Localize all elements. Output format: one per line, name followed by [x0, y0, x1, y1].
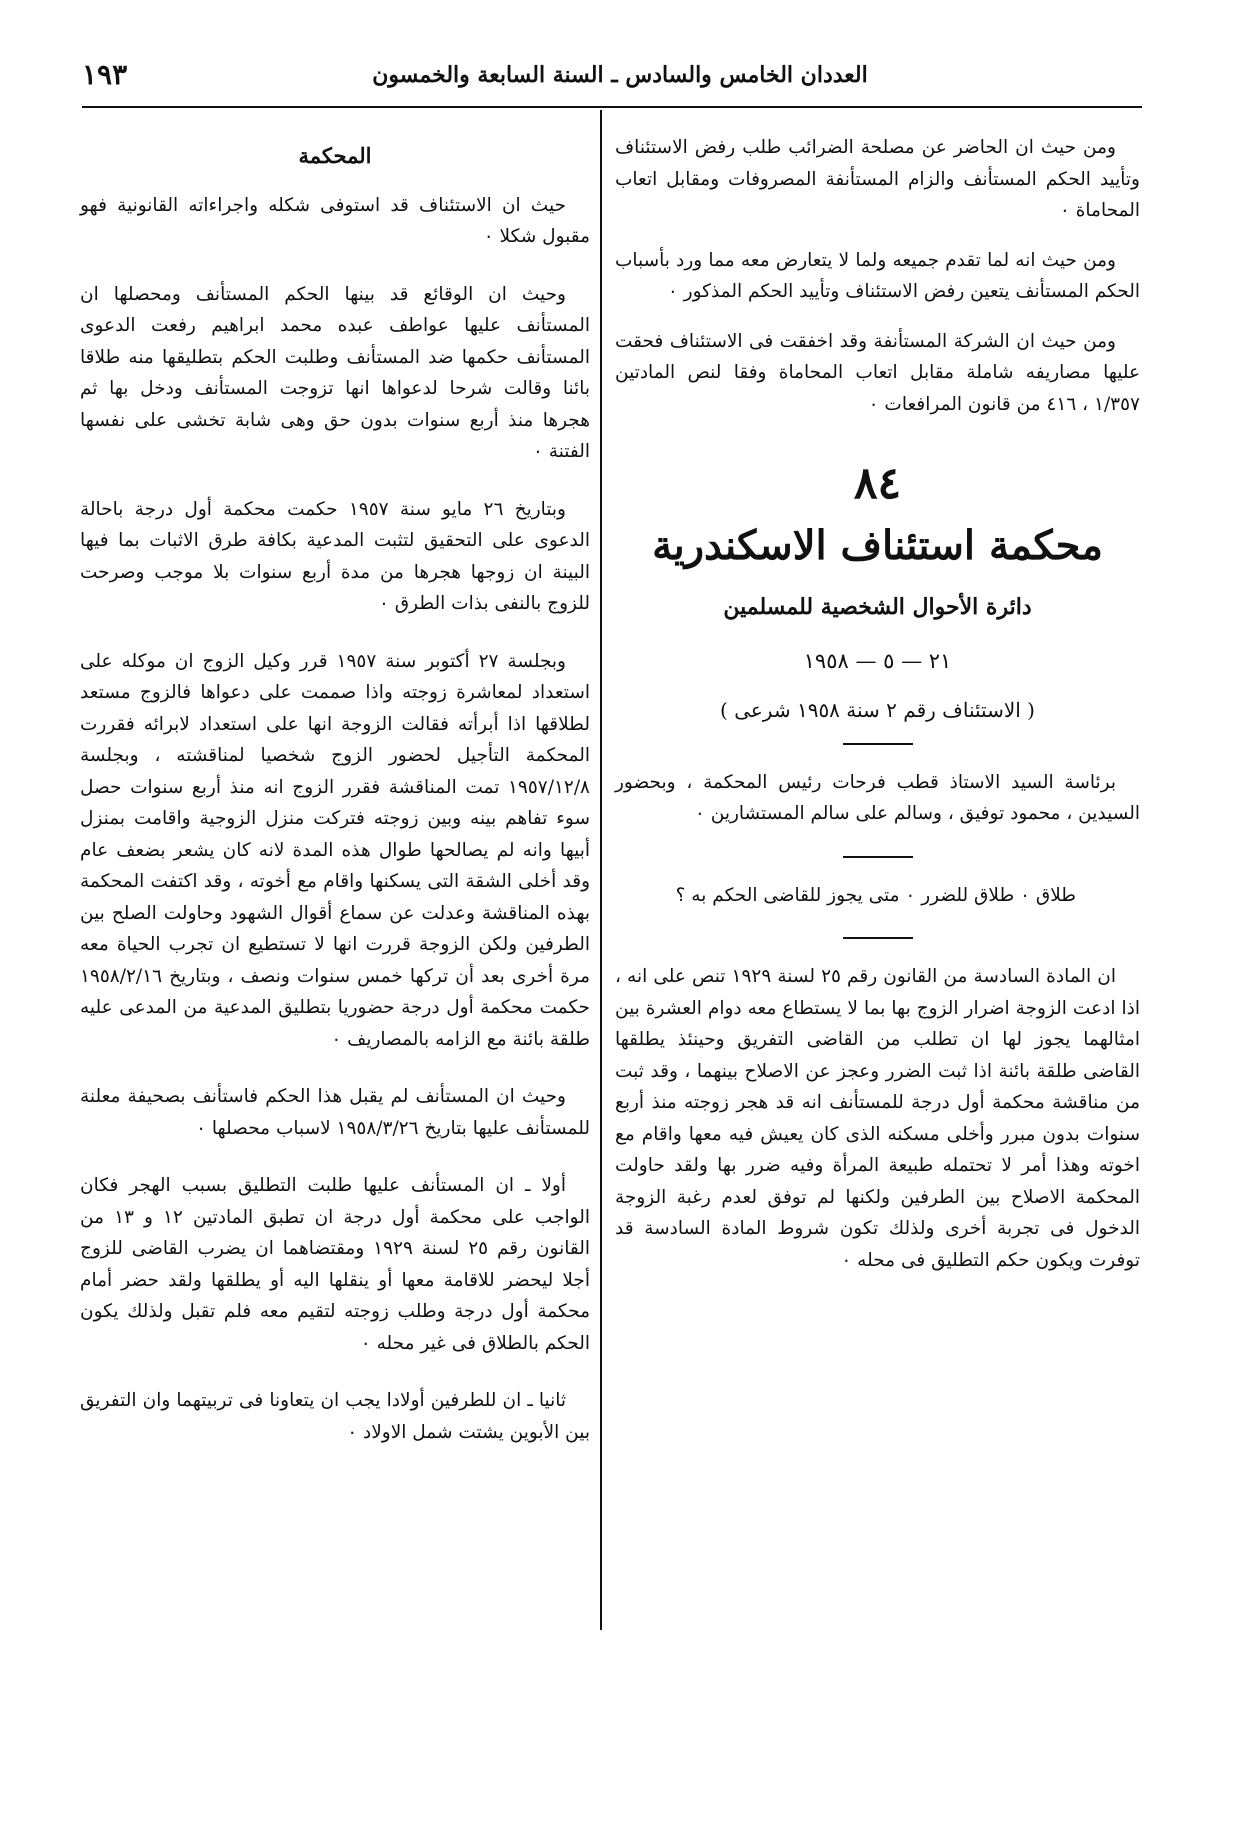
paragraph: ومن حيث ان الشركة المستأنفة وقد اخفقت فى الاستئناف فحقت عليها مصاريفه شاملة مقابل اتعاب المحاماة وفقا لنص المادتين ١/٣٥٧ ، ٤١٦ من قانون المرافعات ٠ — [615, 330, 1140, 415]
headnote: طلاق ٠ طلاق للضرر ٠ متى يجوز للقاضى الحكم به ؟ — [675, 884, 1076, 906]
column-divider — [600, 110, 602, 1630]
case-number: ٨٤ — [853, 458, 902, 509]
paragraph: وحيث ان الوقائع قد بينها الحكم المستأنف ومحصلها ان المستأنف عليها عواطف عبده محمد ابراهيم رفعت الدعوى المستأنف حكمها ضد المستأنف وطلبت الحكم بتطليقها منه طلاقا بائنا وقالت شرحا لدعواها انها تزوجت المستأنف ودخل بها ثم هجرها منذ أربع سنوات بدون حق وهى شابة تخشى على نفسها الفتنة ٠ — [80, 283, 590, 462]
court-name: محكمة استئناف الاسكندرية — [652, 522, 1103, 570]
section-rule — [843, 856, 913, 858]
left-column — [80, 140, 590, 1474]
page-number: ١٩٣ — [82, 58, 128, 91]
paragraph: ومن حيث انه لما تقدم جميعه ولما لا يتعارض معه مما ورد بأسباب الحكم المستأنف يتعين رفض الاستئناف وتأييد الحكم المذكور ٠ — [615, 249, 1140, 302]
paragraph: وحيث ان المستأنف لم يقبل هذا الحكم فاستأنف بصحيفة معلنة للمستأنف عليها بتاريخ ١٩٥٨/٣/٢٦ لاسباب محصلها ٠ — [80, 1086, 590, 1139]
paragraph: حيث ان الاستئناف قد استوفى شكله واجراءاته القانونية فهو مقبول شكلا ٠ — [80, 194, 590, 247]
section-title: المحكمة — [298, 143, 372, 168]
panel-composition: برئاسة السيد الاستاذ قطب فرحات رئيس المحكمة ، وبحضور السيدين ، محمود توفيق ، وسالم على سالم المستشارين ٠ — [615, 771, 1140, 825]
court-circuit: دائرة الأحوال الشخصية للمسلمين — [723, 594, 1032, 621]
running-head: العددان الخامس والسادس ـ السنة السابعة والخمسون — [372, 62, 868, 88]
case-date: ٢١ — ٥ — ١٩٥٨ — [803, 648, 952, 673]
section-rule — [843, 743, 913, 745]
right-column — [615, 132, 1140, 1302]
paragraph: أولا ـ ان المستأنف عليها طلبت التطليق بسبب الهجر فكان الواجب على محكمة أول درجة ان تطبق المادتين ١٢ و ١٣ من القانون رقم ٢٥ لسنة ١٩٢٩ ومقتضاهما ان يضرب القاضى للزوج أجلا ليحضر للاقامة معها أو ينقلها اليه أو يطلقها ولقد حضر أمام محكمة أول درجة وطلب زوجته لتقيم معه فلم تقبل ولذلك يكون الحكم بالطلاق فى غير محله ٠ — [80, 1175, 590, 1354]
section-rule — [843, 937, 913, 939]
paragraph: ومن حيث ان الحاضر عن مصلحة الضرائب طلب رفض الاستئناف وتأييد الحكم المستأنف والزام المستأنفة المصروفات ومقابل اتعاب المحاماة ٠ — [615, 137, 1140, 221]
paragraph: ثانيا ـ ان للطرفين أولادا يجب ان يتعاونا فى تربيتهما وان التفريق بين الأبوين يشتت شمل الاولاد ٠ — [80, 1390, 590, 1443]
header-rule — [82, 106, 1142, 108]
paragraph: وبجلسة ٢٧ أكتوبر سنة ١٩٥٧ قرر وكيل الزوج ان موكله على استعداد لمعاشرة زوجته واذا صممت على دعواها فالزوج مستعد لطلاقها اذا أبرأته فقالت الزوجة انها على استعداد لابرائه فقررت المحكمة التأجيل لحضور الزوج شخصيا لمناقشته ، وبجلسة ١٩٥٧/١٢/٨ تمت المناقشة فقرر الزوج انه منذ أربع سنوات حصل سوء تفاهم بينه وبين زوجته فتركت منزل الزوجية واقامت بمنزل أبيها وانه لم يصالحها طوال هذه المدة لانه كان يشعر بضعف عام وقد أخلى الشقة التى يسكنها واقام مع أخوته ، وقد اكتفت المحكمة بهذه المناقشة وعدلت عن سماع أقوال الشهود وحاولت الصلح بين الطرفين ولكن الزوجة قررت انها لا تستطيع ان تجرب الحياة معه مرة أخرى بعد أن تركها خمس سنوات ونصف ، وبتاريخ ١٩٥٨/٢/١٦ حكمت محكمة أول درجة حضوريا بتطليق المدعية من المدعى عليه طلقة بائنة مع الزامه بالمصاريف ٠ — [80, 650, 590, 1050]
paragraph: وبتاريخ ٢٦ مايو سنة ١٩٥٧ حكمت محكمة أول درجة باحالة الدعوى على التحقيق لتثبت المدعية بكافة طرق الاثبات بما فيها البينة ان زوجها هجرها من مدة أربع سنوات بلا موجب وصرحت للزوج بالنفى بذات الطرق ٠ — [80, 498, 590, 614]
case-reference: ( الاستئناف رقم ٢ سنة ١٩٥٨ شرعى ) — [720, 698, 1035, 723]
legal-principle: ان المادة السادسة من القانون رقم ٢٥ لسنة ١٩٢٩ تنص على انه ، اذا ادعت الزوجة اضرار الزوج بها بما لا يستطاع معه دوام العشرة بين امثالهما يجوز لها ان تطلب من القاضى التفريق وحينئذ يطلقها القاضى طلقة بائنة اذا ثبت الضرر وعجز عن الاصلاح بينهما ، وقد ثبت من مناقشة محكمة أول درجة للمستأنف انه قد هجر زوجته منذ أربع سنوات بدون مبرر وأخلى مسكنه الذى كان يعيش فيه معها واقام مع اخوته وهذا أمر لا تحتمله طبيعة المرأة وفيه ضرر بها ولقد حاولت المحكمة الاصلاح بين الطرفين ولكنها لم توفق لعدم رغبة الزوجة الدخول فى تجربة أخرى ولذلك تكون شروط المادة السادسة قد توفرت ويكون حكم التطليق فى محله ٠ — [615, 966, 1140, 1271]
